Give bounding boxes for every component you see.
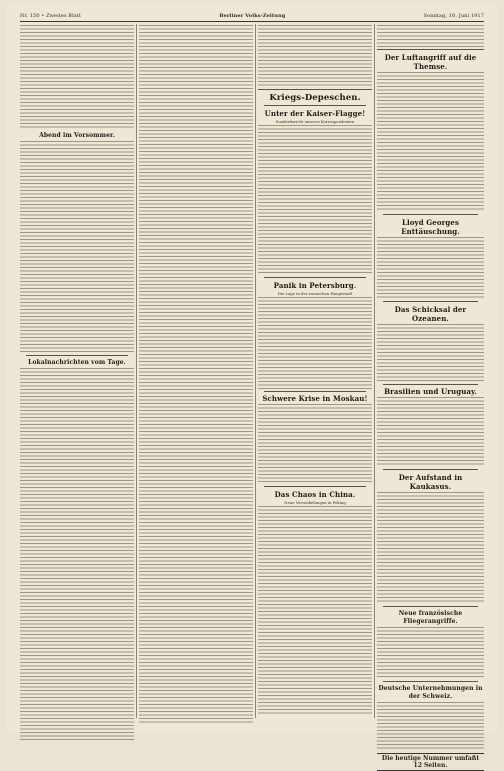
section-rule <box>26 355 128 356</box>
article-heading-kaiserflagge: Unter der Kaiser-Flagge! <box>264 108 366 118</box>
body-text-block <box>258 125 372 275</box>
masthead-line <box>20 13 484 20</box>
issue-page-count-notice: Die heutige Nummer umfaßt 12 Seiten. <box>377 753 484 771</box>
article-heading-luftangriff: Der Luftangriff auf die Themse. <box>384 53 477 71</box>
column-1 <box>20 24 134 718</box>
body-text-block <box>258 297 372 389</box>
section-rule <box>383 681 478 682</box>
article-subheading: Neue Verwickelungen in Peking <box>284 500 346 506</box>
section-rule <box>264 391 366 392</box>
article-heading-kriegsdepeschen: Kriegs-Depeschen. <box>269 93 361 103</box>
article-heading-schweiz: Deutsche Unternehmungen in der Schweiz. <box>378 684 483 700</box>
column-4 <box>377 24 484 769</box>
body-text-block <box>20 25 134 129</box>
section-rule <box>383 384 478 385</box>
body-text-block <box>377 627 484 679</box>
article-heading-fliegerangriffe: Neue französische Fliegerangriffe. <box>398 609 463 625</box>
section-rule <box>383 606 478 607</box>
section-rule <box>258 89 372 90</box>
section-rule <box>377 49 484 50</box>
body-text-block <box>377 397 484 467</box>
body-text-block <box>258 404 372 484</box>
body-text-block <box>377 25 484 47</box>
masthead-rule <box>20 21 484 22</box>
section-rule <box>383 469 478 470</box>
newspaper-page <box>6 4 498 769</box>
newspaper-title: Berliner Volks-Zeitung <box>219 13 286 19</box>
article-heading-moskau: Schwere Krise in Moskau! <box>262 394 368 404</box>
article-subheading: Die Lage in der russischen Hauptstadt <box>277 290 353 296</box>
body-text-block <box>377 702 484 750</box>
body-text-block <box>258 25 372 87</box>
column-3 <box>258 24 372 718</box>
body-text-block <box>377 324 484 382</box>
body-text-block <box>258 506 372 716</box>
body-text-block <box>377 72 484 212</box>
body-text-block <box>20 368 134 740</box>
section-rule <box>264 486 366 487</box>
article-heading-schicksal: Das Schicksal der Ozeanen. <box>394 304 467 323</box>
article-heading-abend: Abend im Vorsommer. <box>39 132 115 139</box>
section-rule <box>383 301 478 302</box>
body-text-block <box>20 141 134 353</box>
issue-date: Sonntag, 10. Juni 1917 <box>423 13 484 19</box>
section-rule <box>264 105 366 106</box>
body-text-block <box>377 237 484 299</box>
column-divider <box>136 24 137 718</box>
article-heading-aufstand: Der Aufstand in Kaukasus. <box>398 473 463 492</box>
column-divider <box>374 24 375 718</box>
article-heading-china: Das Chaos in China. <box>274 490 356 500</box>
body-text-block <box>377 492 484 604</box>
column-2 <box>139 24 253 718</box>
issue-number: Nr. 150 • Zweites Blatt <box>20 13 82 19</box>
section-rule <box>383 214 478 215</box>
article-heading-lokal: Lokalnachrichten vom Tage. <box>28 358 126 366</box>
article-heading-brasilien: Brasilien und Uruguay. <box>384 387 477 397</box>
article-heading-petersburg: Panik in Petersburg. <box>273 280 357 290</box>
body-text-block <box>139 25 253 725</box>
article-heading-lloyd-george: Lloyd Georges Enttäuschung. <box>401 217 460 236</box>
column-divider <box>255 24 256 718</box>
article-subheading: Sonderbericht unseres Korrespondenten <box>275 118 355 124</box>
section-rule <box>264 277 366 278</box>
